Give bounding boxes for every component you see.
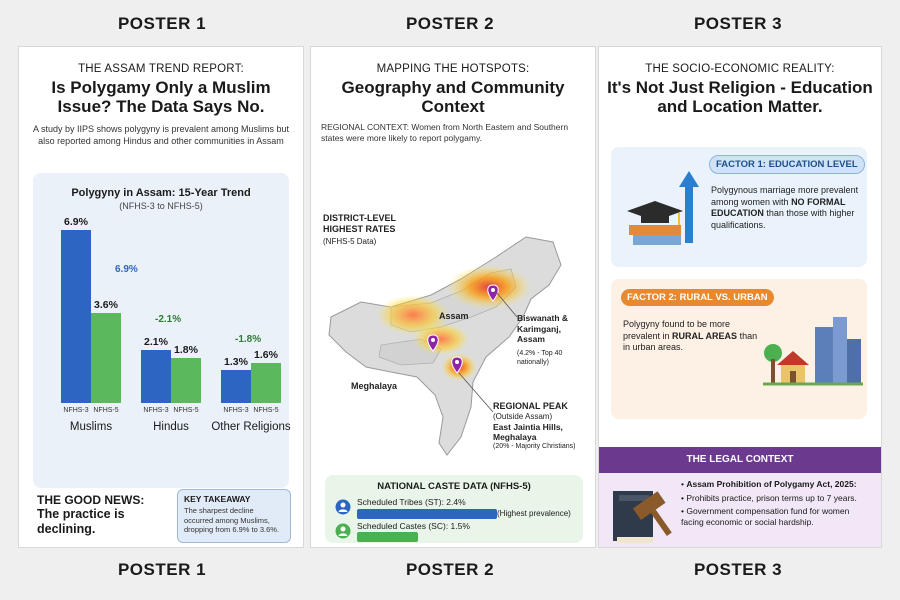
bar-value-label: 1.3% [224,356,248,368]
sc-label: Scheduled Castes (SC): 1.5% [357,521,470,531]
poster-3-kicker: THE SOCIO-ECONOMIC REALITY: [645,63,835,75]
factor-1-pre: Polygynous marriage more prevalent among women with [711,185,859,207]
national-caste-panel [325,475,583,543]
category-label: Hindus [153,421,189,433]
st-label: Scheduled Tribes (ST): 2.4% [357,497,466,507]
bar-nfhs3-other-religions [221,370,251,403]
regional-peak-note: (20% - Majority Christians) [493,443,576,450]
bar-nfhs5-hindus [171,358,201,403]
poster-3-top-label: POSTER 3 [693,14,783,33]
label-meghalaya: Meghalaya [351,381,398,391]
trend-chart-panel [33,173,289,488]
hotspot-map [321,207,589,475]
bar-nfhs3-muslims [61,230,91,403]
poster-1 [18,46,304,548]
series-tick-label: NFHS-3 [223,407,249,414]
legal-list [681,479,871,530]
chart-subtitle: (NFHS-3 to NFHS-5) [119,201,203,211]
factor-1-box [611,147,867,267]
bar-value-label: 1.8% [174,344,198,356]
series-tick-label: NFHS-3 [63,407,89,414]
legal-item: • Government compensation fund for women facing economic or social hardship. [681,506,850,527]
bar-nfhs5-other-religions [251,363,281,403]
poster-3 [598,46,882,548]
regional-peak-title: REGIONAL PEAK [493,401,568,411]
good-news-body: The practice is declining. [37,507,125,536]
regional-peak-subtitle: (Outside Assam) [493,412,553,421]
legal-context-title: THE LEGAL CONTEXT [599,447,881,473]
person-icon [335,499,351,515]
good-news [37,493,167,537]
factor-2-pre: Polygyny found to be more prevalent in [623,319,731,341]
person-icon [335,523,351,539]
sc-bar [357,532,418,542]
poster-2-top-label: POSTER 2 [405,14,495,33]
legal-item: • Assam Prohibition of Polygamy Act, 2025: [681,479,857,489]
key-takeaway-body: The sharpest decline occurred among Muslims, dropping from 6.9% to 3.6%. [184,506,280,534]
st-note: (Highest prevalence) [497,509,571,518]
factor-2-bold: RURAL AREAS [672,330,738,341]
bar-value-label: 3.6% [94,299,118,311]
biswanath-title: Biswanath & Karimganj, Assam [517,313,569,344]
series-tick-label: NFHS-3 [143,407,169,414]
chart-title: Polygyny in Assam: 15-Year Trend [71,187,251,199]
poster-2 [310,46,596,548]
poster-3-bottom-label: POSTER 3 [693,560,783,579]
heat-spot [413,323,469,355]
regional-peak-place: East Jaintia Hills, Meghalaya [493,422,563,442]
rural-urban-icon [763,313,863,403]
poster-1-bottom-label: POSTER 1 [117,560,207,579]
bar-value-label: 2.1% [144,336,168,348]
category-label: Other Religions [211,421,291,433]
poster-2-kicker: MAPPING THE HOTSPOTS: [376,63,530,75]
factor-2-box [611,279,867,419]
series-tick-label: NFHS-5 [173,407,199,414]
regional-context: REGIONAL CONTEXT: Women from North Eastern and Southern states were more likely to report polygamy. [321,122,569,143]
biswanath-note: (4.2% - Top 40 nationally) [517,350,563,366]
key-takeaway-title: KEY TAKEAWAY [184,494,251,504]
poster-1-top-label: POSTER 1 [117,14,207,33]
good-news-title: THE GOOD NEWS: [37,493,145,507]
delta-label: -2.1% [155,314,182,325]
legal-item: • Prohibits practice, prison terms up to 7 years. [681,492,857,503]
factor-2-tag: FACTOR 2: RURAL VS. URBAN [621,289,774,306]
factor-1-post: than those with higher qualifications. [711,208,855,230]
law-book-gavel-icon [607,477,677,547]
bar-nfhs3-hindus [141,350,171,403]
poster-1-headline: Is Polygamy Only a Muslim Issue? The Data Says No. [51,78,271,116]
poster-2-headline: Geography and Community Context [341,78,565,116]
factor-1-bold: NO FORMAL EDUCATION [711,196,846,218]
category-label: Muslims [69,421,113,433]
graduation-cap-icon [619,165,699,255]
delta-label: -1.8% [235,334,262,345]
delta-label: 6.9% [115,264,138,275]
poster-1-intro: A study by IIPS shows polygyny is prevalent among Muslims but also reported among Hindus and other communities in Assam [32,124,290,146]
series-tick-label: NFHS-5 [253,407,279,414]
caste-title: NATIONAL CASTE DATA (NFHS-5) [377,481,531,492]
factor-1-tag: FACTOR 1: EDUCATION LEVEL [709,155,865,174]
bar-nfhs5-muslims [91,313,121,403]
series-tick-label: NFHS-5 [93,407,119,414]
key-takeaway-box [177,489,291,543]
factor-2-post: than in urban areas. [623,330,758,352]
district-title: DISTRICT-LEVEL HIGHEST RATES [323,213,396,234]
bar-value-label: 1.6% [254,349,278,361]
poster-1-kicker: THE ASSAM TREND REPORT: [78,63,244,75]
factor-1-text [711,185,861,231]
bar-value-label: 6.9% [64,216,88,228]
poster-2-bottom-label: POSTER 2 [405,560,495,579]
factor-2-text [623,319,763,354]
poster-3-headline: It's Not Just Religion - Education and Location Matter. [607,78,873,116]
district-subtitle: (NFHS-5 Data) [323,237,377,246]
bar-chart [33,173,289,488]
label-assam: Assam [439,311,469,321]
st-bar [357,509,497,519]
